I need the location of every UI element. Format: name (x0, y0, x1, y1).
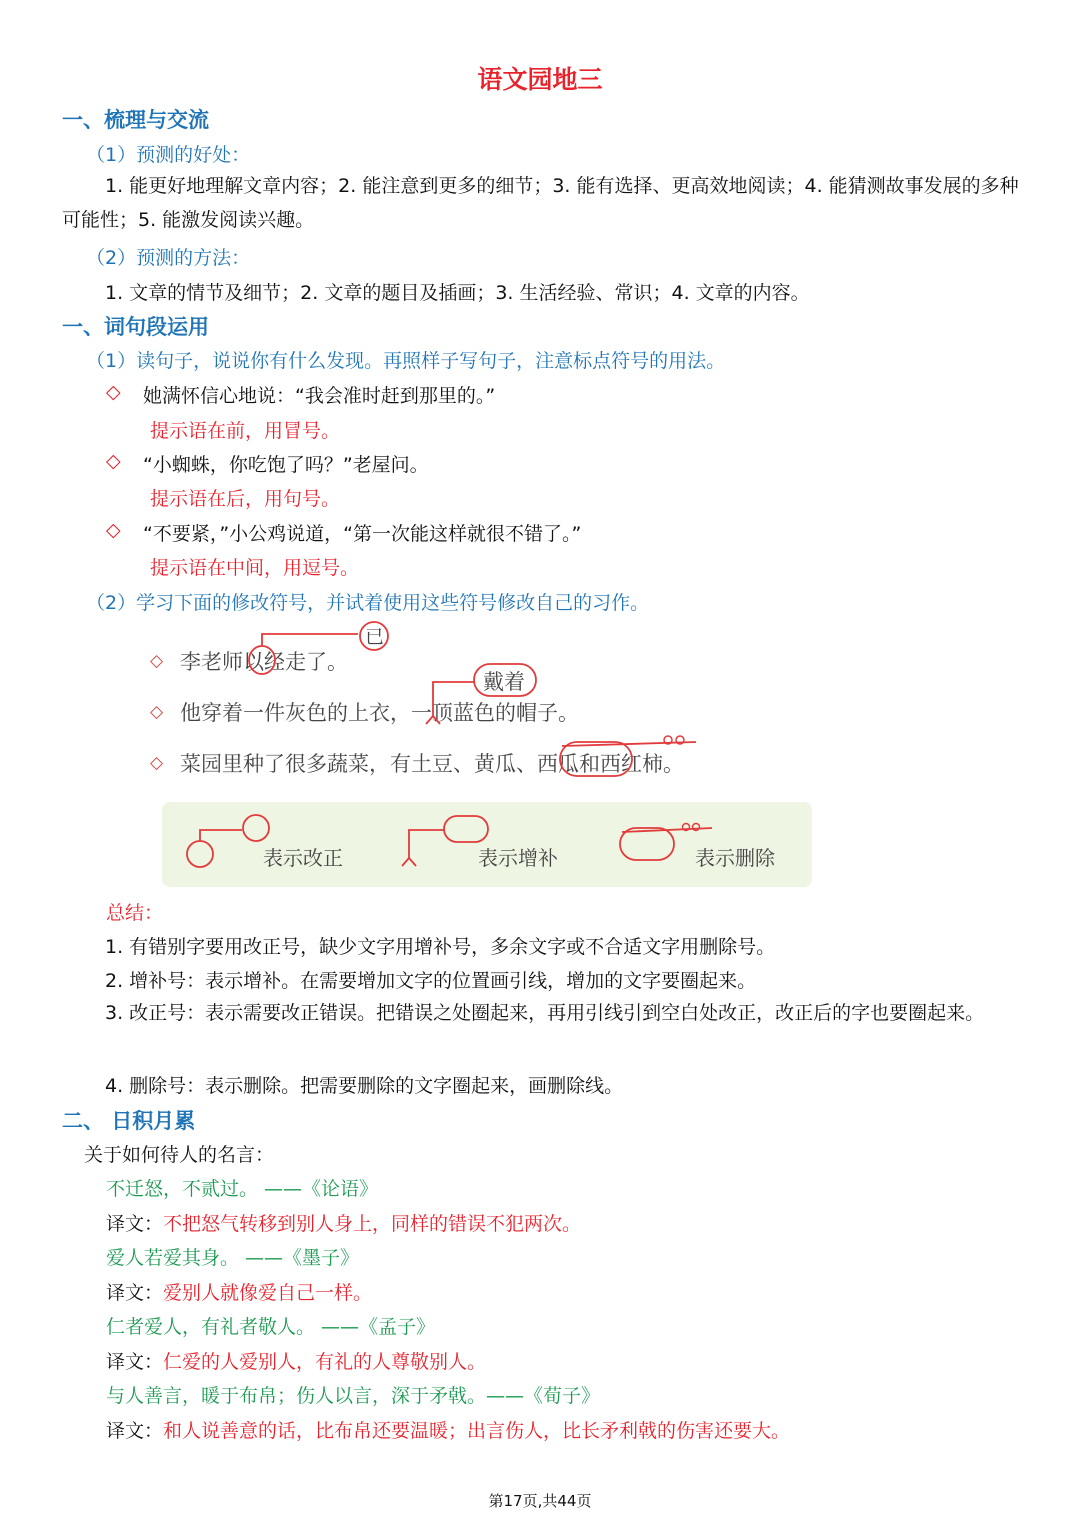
subheading-methods: （2）预测的方法： (86, 247, 251, 269)
correction-text: 已 (365, 626, 385, 648)
translation-line: 译文：不把怒气转移到别人身上，同样的错误不犯两次。 (106, 1213, 582, 1235)
diamond-bullet-icon: ◇ (150, 753, 164, 773)
legend-insertion-label: 表示增补 (478, 846, 558, 870)
diamond-bullet-icon: ◇ (106, 450, 121, 472)
section-heading-3: 二、 日积月累 (62, 1109, 196, 1133)
handwritten-example: 他穿着一件灰色的上衣，一顶蓝色的帽子。 (180, 701, 579, 725)
quote-text: 不迁怒，不贰过。 ——《论语》 (106, 1178, 379, 1200)
page-number: 第17页,共44页 (488, 1492, 592, 1510)
quote-text: 仁者爱人，有礼者敬人。 ——《孟子》 (106, 1316, 436, 1338)
handwritten-example: 李老师以经走了。 (180, 650, 348, 674)
section-heading-2: 一、词句段运用 (62, 315, 209, 339)
handwritten-example: 菜园里种了很多蔬菜，有土豆、黄瓜、西瓜和西红柿。 (180, 752, 684, 776)
summary-item: 2. 增补号：表示增补。在需要增加文字的位置画引线，增加的文字要圈起来。 (105, 970, 757, 992)
page-title: 语文园地三 (477, 65, 603, 94)
hint-text: 提示语在中间，用逗号。 (150, 557, 360, 579)
example-sentence: 她满怀信心地说：“我会准时赶到那里的。” (143, 385, 496, 407)
translation-line: 译文：和人说善意的话，比布帛还要温暖；出言伤人，比长矛利戟的伤害还要大。 (106, 1420, 791, 1442)
subheading-benefits: （1）预测的好处： (86, 144, 251, 166)
translation-line: 译文：仁爱的人爱别人，有礼的人尊敬别人。 (106, 1351, 487, 1373)
example-sentence: “不要紧，”小公鸡说道，“第一次能这样就很不错了。” (143, 523, 582, 545)
hint-text: 提示语在前，用冒号。 (150, 420, 341, 442)
summary-label: 总结： (106, 902, 164, 924)
subheading-revision-marks: （2）学习下面的修改符号，并试着使用这些符号修改自己的习作。 (86, 592, 650, 614)
summary-item: 3. 改正号：表示需要改正错误。把错误之处圈起来，再用引线引到空白处改正，改正后的字也要圈起来。 (105, 1002, 985, 1024)
subheading-read-sentences: （1）读句子，说说你有什么发现。再照样子写句子，注意标点符号的用法。 (86, 350, 726, 372)
example-sentence: “小蜘蛛，你吃饱了吗？”老屋问。 (143, 454, 429, 476)
quote-text: 爱人若爱其身。 ——《墨子》 (106, 1247, 360, 1269)
legend-deletion-label: 表示删除 (695, 846, 775, 870)
methods-text: 1. 文章的情节及细节；2. 文章的题目及插画；3. 生活经验、常识；4. 文章的内容。 (105, 282, 810, 304)
summary-item: 1. 有错别字要用改正号，缺少文字用增补号，多余文字或不合适文字用删除号。 (105, 936, 776, 958)
diamond-bullet-icon: ◇ (106, 519, 121, 541)
hint-text: 提示语在后，用句号。 (150, 488, 341, 510)
summary-item: 4. 删除号：表示删除。把需要删除的文字圈起来，画删除线。 (105, 1075, 624, 1097)
benefits-text: 1. 能更好地理解文章内容；2. 能注意到更多的细节；3. 能有选择、更高效地阅读；4. 能猜测故事发展的多种可能性；5. 能激发阅读兴趣。 (62, 175, 1019, 231)
section-heading-1: 一、梳理与交流 (62, 108, 209, 132)
legend-correction-label: 表示改正 (263, 846, 343, 870)
quote-text: 与人善言，暖于布帛；伤人以言，深于矛戟。——《荀子》 (106, 1385, 601, 1407)
quotes-intro: 关于如何待人的名言： (84, 1144, 275, 1166)
diamond-bullet-icon: ◇ (106, 381, 121, 403)
diamond-bullet-icon: ◇ (150, 651, 164, 671)
deletion-mark-icon (556, 730, 706, 780)
diamond-bullet-icon: ◇ (150, 702, 164, 722)
insertion-text: 戴着 (483, 670, 525, 694)
translation-line: 译文：爱别人就像爱自己一样。 (106, 1282, 373, 1304)
